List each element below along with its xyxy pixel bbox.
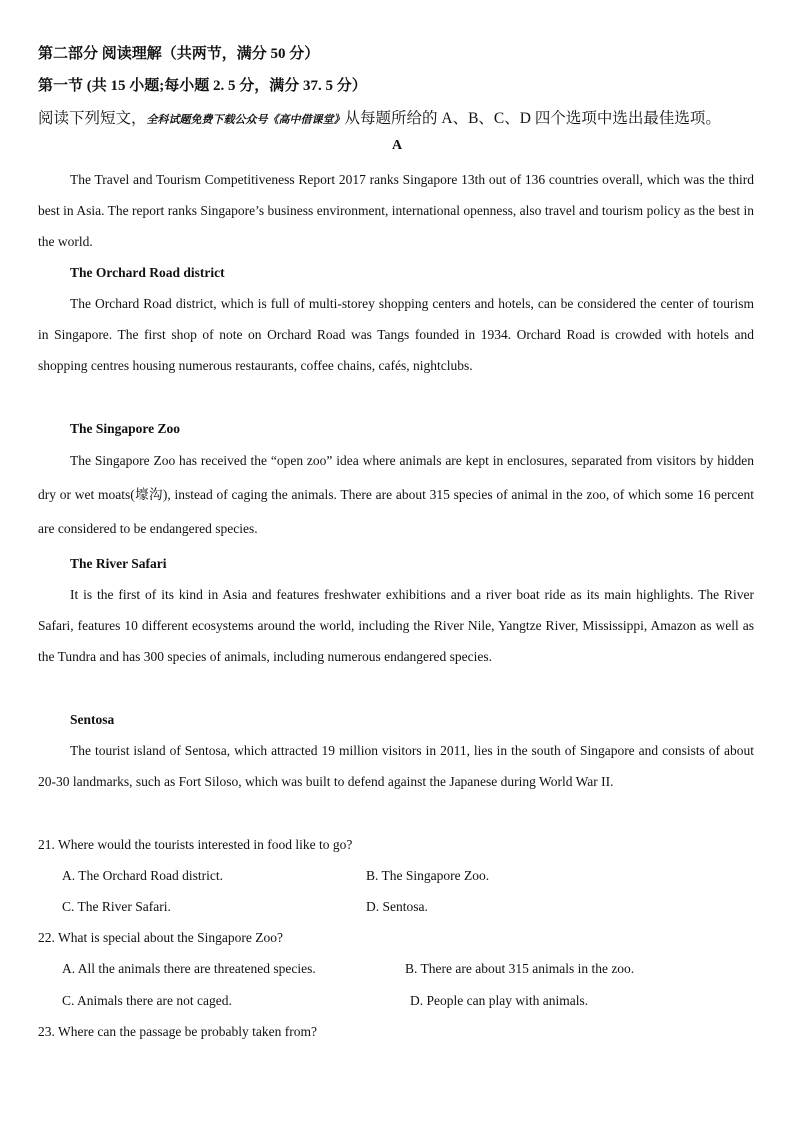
part-title: 第二部分 阅读理解（共两节，满分 50 分） — [38, 46, 320, 62]
question-22: 22. What is special about the Singapore Zoo? — [38, 930, 283, 945]
option-22-b: B. There are about 315 animals in the zoo. — [405, 961, 635, 976]
instructions-lead: 阅读下列短文， — [38, 110, 147, 127]
section-heading-sentosa: Sentosa — [70, 712, 115, 727]
instructions — [38, 106, 721, 128]
question-21: 21. Where would the tourists interested in food like to go? — [38, 837, 353, 852]
instructions-tail: 从每题所给的 A、B、C、D 四个选项中选出最佳选项。 — [344, 110, 721, 127]
question-23: 23. Where can the passage be probably taken from? — [38, 1024, 318, 1039]
option-22-c: C. Animals there are not caged. — [62, 993, 232, 1008]
section-heading-river-safari: The River Safari — [70, 556, 167, 571]
watermark-ad-text: 全科试题免费下载公众号《高中借课堂》 — [146, 114, 345, 126]
paragraph-zoo: The Singapore Zoo has received the “open zoo” idea where animals are kept in enclosures, separated from visitors by hidden dry or wet moats(壕沟), instead of caging the animals. There are about 315 species of animal in the zoo, of which some 16 percent are considered to be endangered species. — [38, 453, 754, 536]
option-22-d: D. People can play with animals. — [410, 993, 589, 1008]
passage-label: A — [391, 138, 403, 153]
paragraph-orchard: The Orchard Road district, which is full of multi-storey shopping centers and hotels, can be considered the center of tourism in Singapore. The first shop of note on Orchard Road was Tangs founded in 1934. Orchard Road is crowded with hotels and shopping centres housing numerous restaurants, coffee chains, cafés, nightclubs. — [38, 296, 754, 373]
option-21-d: D. Sentosa. — [366, 899, 428, 914]
option-21-c: C. The River Safari. — [62, 899, 171, 914]
option-21-b: B. The Singapore Zoo. — [366, 868, 490, 883]
paragraph-sentosa: The tourist island of Sentosa, which attracted 19 million visitors in 2011, lies in the south of Singapore and consists of about 20-30 landmarks, such as Fort Siloso, which was built to defend against the Japanese during World War II. — [38, 743, 754, 789]
option-22-a: A. All the animals there are threatened species. — [62, 961, 316, 976]
section-title: 第一节 (共 15 小题;每小题 2. 5 分，满分 37. 5 分） — [38, 78, 367, 94]
paragraph-river-safari: It is the first of its kind in Asia and features freshwater exhibitions and a river boat ride as its main highlights. The River Safari, features 10 different ecosystems around the world, including the River Nile, Yangtze River, Mississippi, Amazon as well as the Tundra and has 300 species of animals, including numerous endangered species. — [38, 587, 754, 664]
option-21-a: A. The Orchard Road district. — [62, 868, 223, 883]
section-heading-orchard: The Orchard Road district — [70, 265, 225, 280]
section-heading-zoo: The Singapore Zoo — [70, 421, 181, 436]
paragraph-intro: The Travel and Tourism Competitiveness Report 2017 ranks Singapore 13th out of 136 countries overall, which was the third best in Asia. The report ranks Singapore’s business environment, international openness, also travel and tourism policy as the best in the world. — [38, 172, 754, 249]
